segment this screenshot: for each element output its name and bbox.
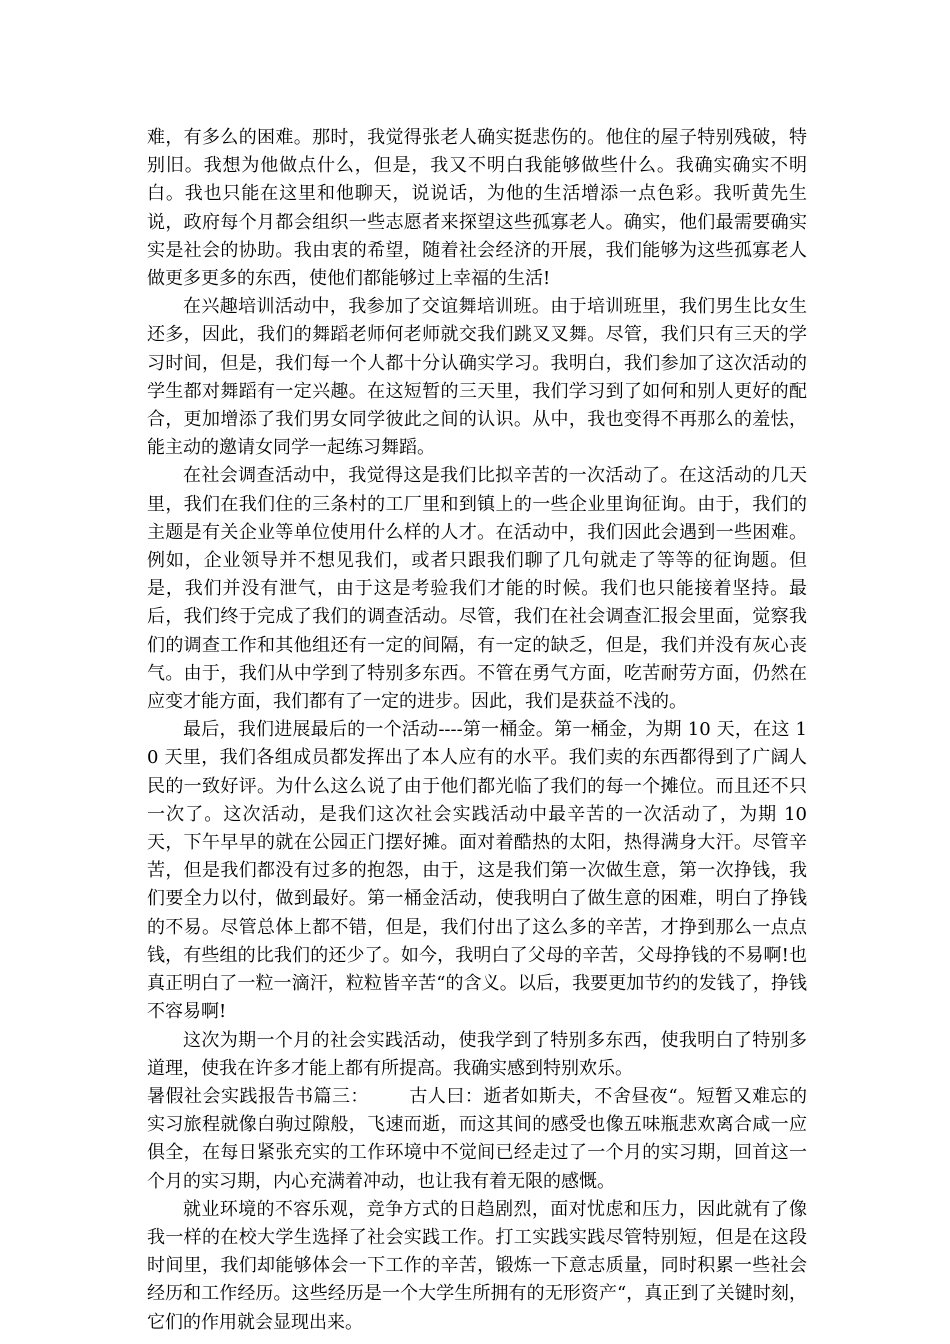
paragraph-dance-training: 在兴趣培训活动中，我参加了交谊舞培训班。由于培训班里，我们男生比女生还多，因此，我们的舞蹈老师何老师就交我们跳叉叉舞。尽管，我们只有三天的学习时间，但是，我们每一个人都十分认确实学习。我明白，我们参加了这次活动的学生都对舞蹈有一定兴趣。在这短暂的三天里，我们学习到了如何和别人更好的配合，更加增添了我们男女同学彼此之间的认识。从中，我也变得不再那么的羞怯，能主动的邀请女同学一起练习舞蹈。 bbox=[147, 296, 807, 459]
document-body bbox=[147, 124, 807, 1337]
section-lead-text: 古人曰：逝者如斯夫，不舍昼夜“。短暂又难忘的实习旅程就像白驹过隙般，飞速而逝，而这其间的感受也像五味瓶悲欢离合咸一应俱全，在每日紧张充实的工作环境中不觉间已经走过了一个月的实习期，回首这一个月的实习期，内心充满着冲动，也让我有着无限的感慨。 bbox=[147, 1085, 808, 1192]
paragraph-first-pot-of-gold: 最后，我们进展最后的一个活动----第一桶金。第一桶金，为期 10 天，在这 10 天里，我们各组成员都发挥出了本人应有的水平。我们卖的东西都得到了广阔人民的一致好评。为什么这么说了由于他们都光临了我们的每一个摊位。而且还不只一次了。这次活动，是我们这次社会实践活动中最辛苦的一次活动了，为期 10 天，下午早早的就在公园正门摆好摊。面对着酷热的太阳，热得满身大汗。尽管辛苦，但是我们都没有过多的抱怨，由于，这是我们第一次做生意，第一次挣钱，我们要全力以付，做到最好。第一桶金活动，使我明白了做生意的困难，明白了挣钱的不易。尽管总体上都不错，但是，我们付出了这么多的辛苦，才挣到那么一点点钱，有些组的比我们的还少了。如今，我明白了父母的辛苦，父母挣钱的不易啊!也真正明白了一粒一滴汗，粒粒皆辛苦“的含义。以后，我要更加节约的发钱了，挣钱不容易啊! bbox=[147, 719, 807, 1023]
section-heading: 暑假社会实践报告书篇三： bbox=[147, 1085, 369, 1107]
paragraph-social-survey: 在社会调查活动中，我觉得这是我们比拟辛苦的一次活动了。在这活动的几天里，我们在我们住的三条村的工厂里和到镇上的一些企业里询征询。由于，我们的主题是有关企业等单位使用什么样的人才。在活动中，我们因此会遇到一些困难。例如，企业领导并不想见我们，或者只跟我们聊了几句就走了等等的征询题。但是，我们并没有泄气，由于这是考验我们才能的时候。我们也只能接着坚持。最后，我们终于完成了我们的调查活动。尽管，我们在社会调查汇报会里面，觉察我们的调查工作和其他组还有一定的间隔，有一定的缺乏，但是，我们并没有灰心丧气。由于，我们从中学到了特别多东西。不管在勇气方面，吃苦耐劳方面，仍然在应变才能方面，我们都有了一定的进步。因此，我们是获益不浅的。 bbox=[147, 465, 807, 713]
paragraph-employment: 就业环境的不容乐观，竞争方式的日趋剧烈，面对忧虑和压力，因此就有了像我一样的在校大学生选择了社会实践工作。打工实践实践尽管特别短，但是在这段时间里，我们却能够体会一下工作的辛苦，锻炼一下意志质量，同时积累一些社会经历和工作经历。这些经历是一个大学生所拥有的无形资产“，真正到了关键时刻，它们的作用就会显现出来。 bbox=[147, 1198, 807, 1333]
paragraph-summary: 这次为期一个月的社会实践活动，使我学到了特别多东西，使我明白了特别多道理，使我在许多才能上都有所提高。我确实感到特别欢乐。 bbox=[147, 1029, 807, 1079]
paragraph-continuation: 难，有多么的困难。那时，我觉得张老人确实挺悲伤的。他住的屋子特别残破，特别旧。我想为他做点什么，但是，我又不明白我能够做些什么。我确实确实不明白。我也只能在这里和他聊天，说说话，为他的生活增添一点色彩。我听黄先生说，政府每个月都会组织一些志愿者来探望这些孤寡老人。确实，他们最需要确实实是社会的协助。我由衷的希望，随着社会经济的开展，我们能够为这些孤寡老人做更多更多的东西，使他们都能够过上幸福的生活! bbox=[147, 127, 807, 290]
section-heading-paragraph bbox=[147, 1083, 807, 1196]
